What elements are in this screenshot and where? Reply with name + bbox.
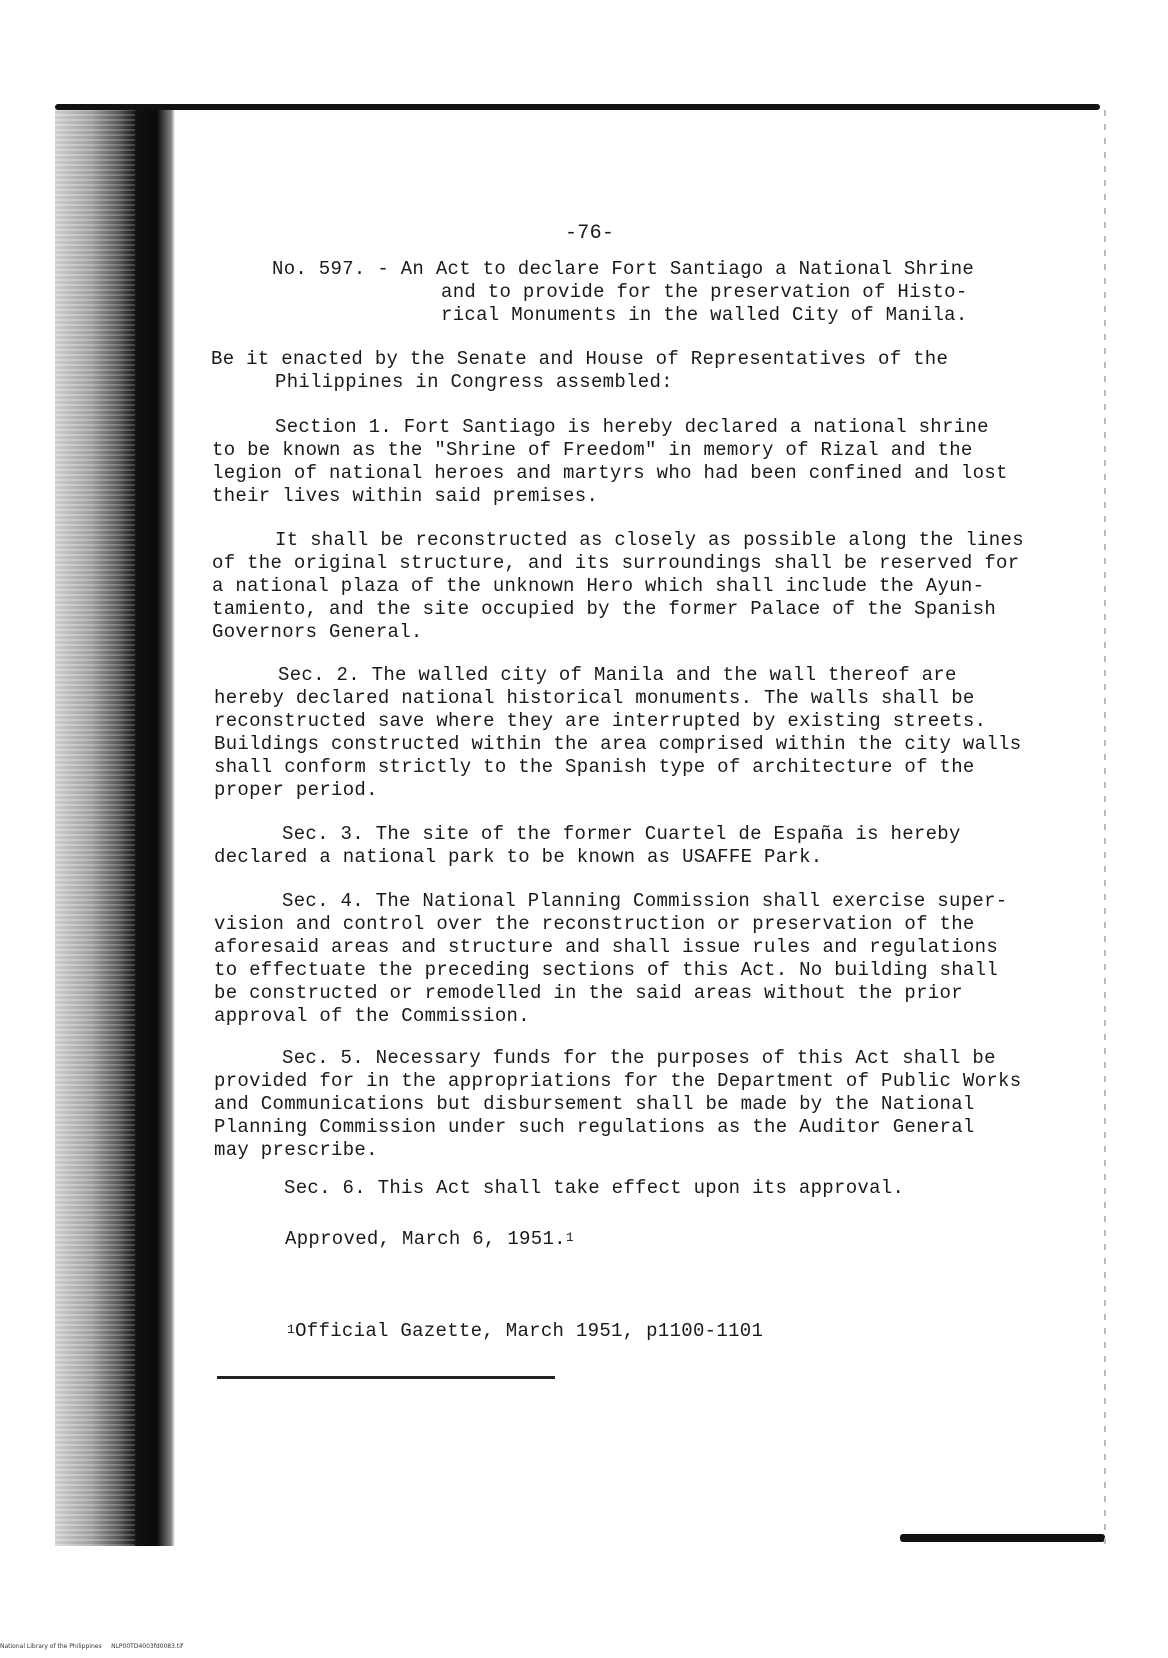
section-5-line: Planning Commission under such regulations as the Auditor General xyxy=(214,1116,975,1138)
approval-date: Approved, March 6, 1951.$^1$ xyxy=(285,1228,574,1250)
section-3-line: declared a national park to be known as USAFFE Park. xyxy=(214,846,823,868)
section-4-line: vision and control over the reconstruction or preservation of the xyxy=(214,913,975,935)
scan-bottom-edge xyxy=(900,1534,1105,1542)
section-2-line: hereby declared national historical monuments. The walls shall be xyxy=(214,687,975,709)
section-3-line: Sec. 3. The site of the former Cuartel de España is hereby xyxy=(282,823,961,845)
section-2-line: Buildings constructed within the area comprised within the city walls xyxy=(214,733,1022,755)
section-4-line: approval of the Commission. xyxy=(214,1005,530,1027)
act-heading-line-3: rical Monuments in the walled City of Manila. xyxy=(441,304,968,326)
section-1-paragraph-2-line: of the original structure, and its surroundings shall be reserved for xyxy=(212,552,1020,574)
section-1-paragraph-2-line: It shall be reconstructed as closely as possible along the lines xyxy=(275,529,1024,551)
section-2-line: Sec. 2. The walled city of Manila and the wall thereof are xyxy=(278,664,957,686)
section-5-line: Sec. 5. Necessary funds for the purposes of this Act shall be xyxy=(282,1047,996,1069)
section-2-line: proper period. xyxy=(214,779,378,801)
section-4-line: be constructed or remodelled in the said areas without the prior xyxy=(214,982,963,1004)
section-1-line: Section 1. Fort Santiago is hereby declared a national shrine xyxy=(275,416,989,438)
scan-noise xyxy=(55,108,135,1546)
act-heading-line-1: No. 597. - An Act to declare Fort Santiago a National Shrine xyxy=(272,258,975,280)
section-1-paragraph-2-line: a national plaza of the unknown Hero which shall include the Ayun- xyxy=(212,575,985,597)
scan-right-edge xyxy=(1104,110,1106,1546)
section-1-line: to be known as the "Shrine of Freedom" in memory of Rizal and the xyxy=(212,439,973,461)
enacting-clause-line-2: Philippines in Congress assembled: xyxy=(275,371,673,393)
section-5-line: and Communications but disbursement shall be made by the National xyxy=(214,1093,975,1115)
section-4-line: aforesaid areas and structure and shall issue rules and regulations xyxy=(214,936,999,958)
section-2-line: reconstructed save where they are interrupted by existing streets. xyxy=(214,710,987,732)
section-2-line: shall conform strictly to the Spanish type of architecture of the xyxy=(214,756,975,778)
section-4-line: Sec. 4. The National Planning Commission shall exercise super- xyxy=(282,890,1008,912)
section-4-line: to effectuate the preceding sections of this Act. No building shall xyxy=(214,959,999,981)
act-heading-line-2: and to provide for the preservation of Histo- xyxy=(441,281,968,303)
section-1-line: their lives within said premises. xyxy=(212,485,599,507)
page-number: -76- xyxy=(565,222,615,245)
footnote: $^1$Official Gazette, March 1951, p1100-1101 xyxy=(287,1320,764,1342)
section-1-paragraph-2-line: Governors General. xyxy=(212,621,423,643)
scan-top-edge xyxy=(55,104,1100,110)
scan-footer-label: National Library of the Philippines NLP00TD4003fd0083.tif xyxy=(0,1643,183,1650)
footnote-divider xyxy=(217,1376,555,1379)
section-5-line: may prescribe. xyxy=(214,1139,378,1161)
footnote-marker: 1 xyxy=(287,1322,296,1337)
section-5-line: provided for in the appropriations for the Department of Public Works xyxy=(214,1070,1022,1092)
enacting-clause-line-1: Be it enacted by the Senate and House of Representatives of the xyxy=(211,348,949,370)
footnote-reference: 1 xyxy=(565,1230,574,1245)
section-1-line: legion of national heroes and martyrs who had been confined and lost xyxy=(212,462,1008,484)
section-6: Sec. 6. This Act shall take effect upon its approval. xyxy=(284,1177,905,1199)
section-1-paragraph-2-line: tamiento, and the site occupied by the former Palace of the Spanish xyxy=(212,598,997,620)
